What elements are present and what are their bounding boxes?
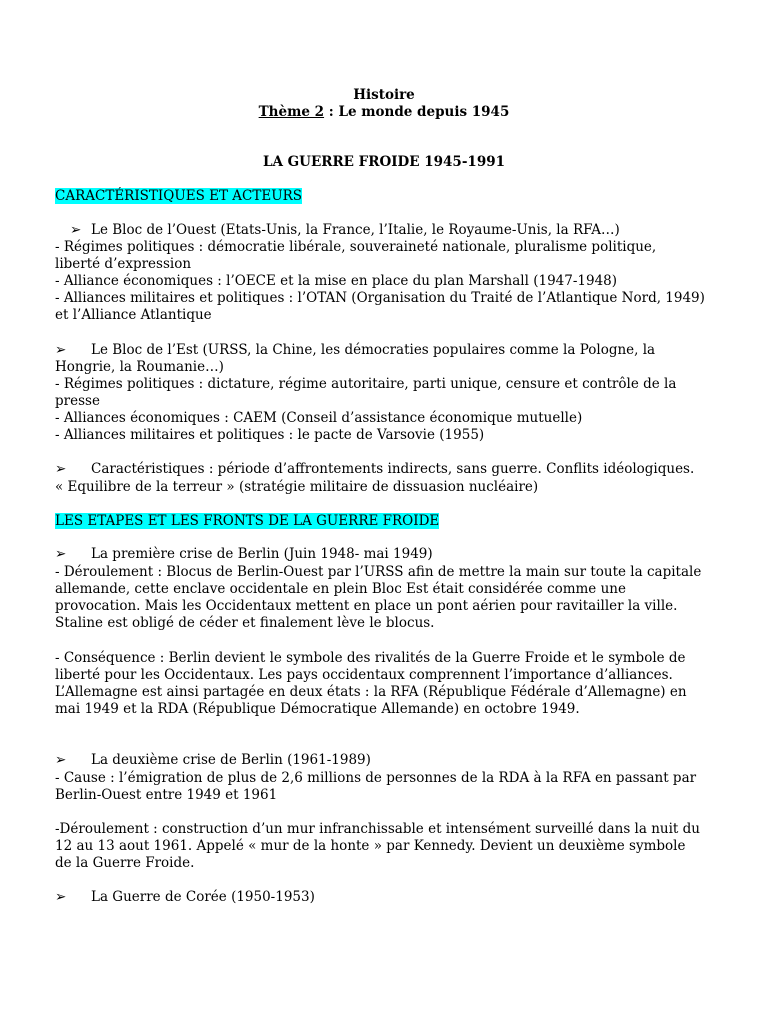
- section-heading-2-text: LES ETAPES ET LES FRONTS DE LA GUERRE FROIDE: [55, 513, 440, 529]
- arrow-bullet-icon: ➢: [55, 342, 67, 358]
- section-heading-1: [55, 188, 302, 205]
- section-heading-2: [55, 513, 439, 530]
- text-line: allemande, cette enclave occidentale en plein Bloc Est était considérée comme une: [55, 581, 626, 597]
- arrow-bullet-icon: ➢: [55, 889, 67, 905]
- bullet-berlin-2: [55, 752, 371, 769]
- subject-heading: Histoire: [353, 87, 415, 103]
- bullet-coree: [55, 889, 315, 906]
- bullet-text: La deuxième crise de Berlin (1961-1989): [91, 752, 371, 768]
- text-line: provocation. Mais les Occidentaux mettent en place un pont aérien pour ravitailler la ville.: [55, 598, 678, 614]
- text-line: de la Guerre Froide.: [55, 855, 195, 871]
- text-line: - Déroulement : Blocus de Berlin-Ouest par l’URSS afin de mettre la main sur toute la capitale: [55, 564, 702, 580]
- section-heading-1-text: CARACTÉRISTIQUES ET ACTEURS: [55, 188, 302, 204]
- text-line: - Régimes politiques : démocratie libérale, souveraineté nationale, pluralisme politique,: [55, 239, 657, 255]
- arrow-bullet-icon: ➢: [70, 222, 82, 238]
- text-line: -Déroulement : construction d’un mur infranchissable et intensément surveillé dans la nuit du: [55, 821, 700, 837]
- arrow-bullet-icon: ➢: [55, 461, 67, 477]
- text-line: - Alliances économiques : CAEM (Conseil d’assistance économique mutuelle): [55, 410, 583, 426]
- text-line: Staline est obligé de céder et finalement lève le blocus.: [55, 615, 435, 631]
- bullet-text: Le Bloc de l’Est (URSS, la Chine, les démocraties populaires comme la Pologne, la: [91, 342, 656, 358]
- arrow-bullet-icon: ➢: [55, 752, 67, 768]
- text-line: et l’Alliance Atlantique: [55, 307, 212, 323]
- theme-title: : Le monde depuis 1945: [324, 104, 510, 120]
- text-line: liberté pour les Occidentaux. Les pays occidentaux comprennent l’importance d’alliances.: [55, 667, 673, 683]
- text-line: « Equilibre de la terreur » (stratégie militaire de dissuasion nucléaire): [55, 479, 539, 495]
- bullet-est: [55, 342, 655, 359]
- text-line: - Conséquence : Berlin devient le symbole des rivalités de la Guerre Froide et le symbole de: [55, 650, 686, 666]
- text-line: Hongrie, la Roumanie…): [55, 359, 224, 375]
- bullet-text: La Guerre de Corée (1950-1953): [91, 889, 315, 905]
- bullet-caracteristiques: [55, 461, 694, 478]
- bullet-text: Caractéristiques : période d’affrontements indirects, sans guerre. Conflits idéologiques.: [91, 461, 695, 477]
- text-line: - Alliance économiques : l’OECE et la mise en place du plan Marshall (1947-1948): [55, 273, 618, 289]
- text-line: mai 1949 et la RDA (République Démocratique Allemande) en octobre 1949.: [55, 701, 580, 717]
- bullet-text: La première crise de Berlin (Juin 1948- mai 1949): [91, 546, 433, 562]
- text-line: Berlin-Ouest entre 1949 et 1961: [55, 787, 278, 803]
- theme-label: Thème 2: [258, 104, 325, 120]
- text-line: - Cause : l’émigration de plus de 2,6 millions de personnes de la RDA à la RFA en passant par: [55, 770, 697, 786]
- text-line: 12 au 13 aout 1961. Appelé « mur de la honte » par Kennedy. Devient un deuxième symbole: [55, 838, 686, 854]
- text-line: - Alliances militaires et politiques : l’OTAN (Organisation du Traité de l’Atlantique Nord, 1949): [55, 290, 705, 306]
- theme-heading: [0, 104, 768, 121]
- text-line: liberté d’expression: [55, 256, 192, 272]
- document-title: LA GUERRE FROIDE 1945-1991: [262, 154, 505, 170]
- text-line: L’Allemagne est ainsi partagée en deux états : la RFA (République Fédérale d’Allemagne) en: [55, 684, 687, 700]
- text-line: presse: [55, 393, 100, 409]
- bullet-text: Le Bloc de l’Ouest (Etats-Unis, la France, l’Italie, le Royaume-Unis, la RFA…): [91, 222, 620, 238]
- arrow-bullet-icon: ➢: [55, 546, 67, 562]
- text-line: - Alliances militaires et politiques : le pacte de Varsovie (1955): [55, 427, 485, 443]
- text-line: - Régimes politiques : dictature, régime autoritaire, parti unique, censure et contrôle de la: [55, 376, 677, 392]
- bullet-ouest: [70, 222, 620, 239]
- bullet-berlin-1: [55, 546, 433, 563]
